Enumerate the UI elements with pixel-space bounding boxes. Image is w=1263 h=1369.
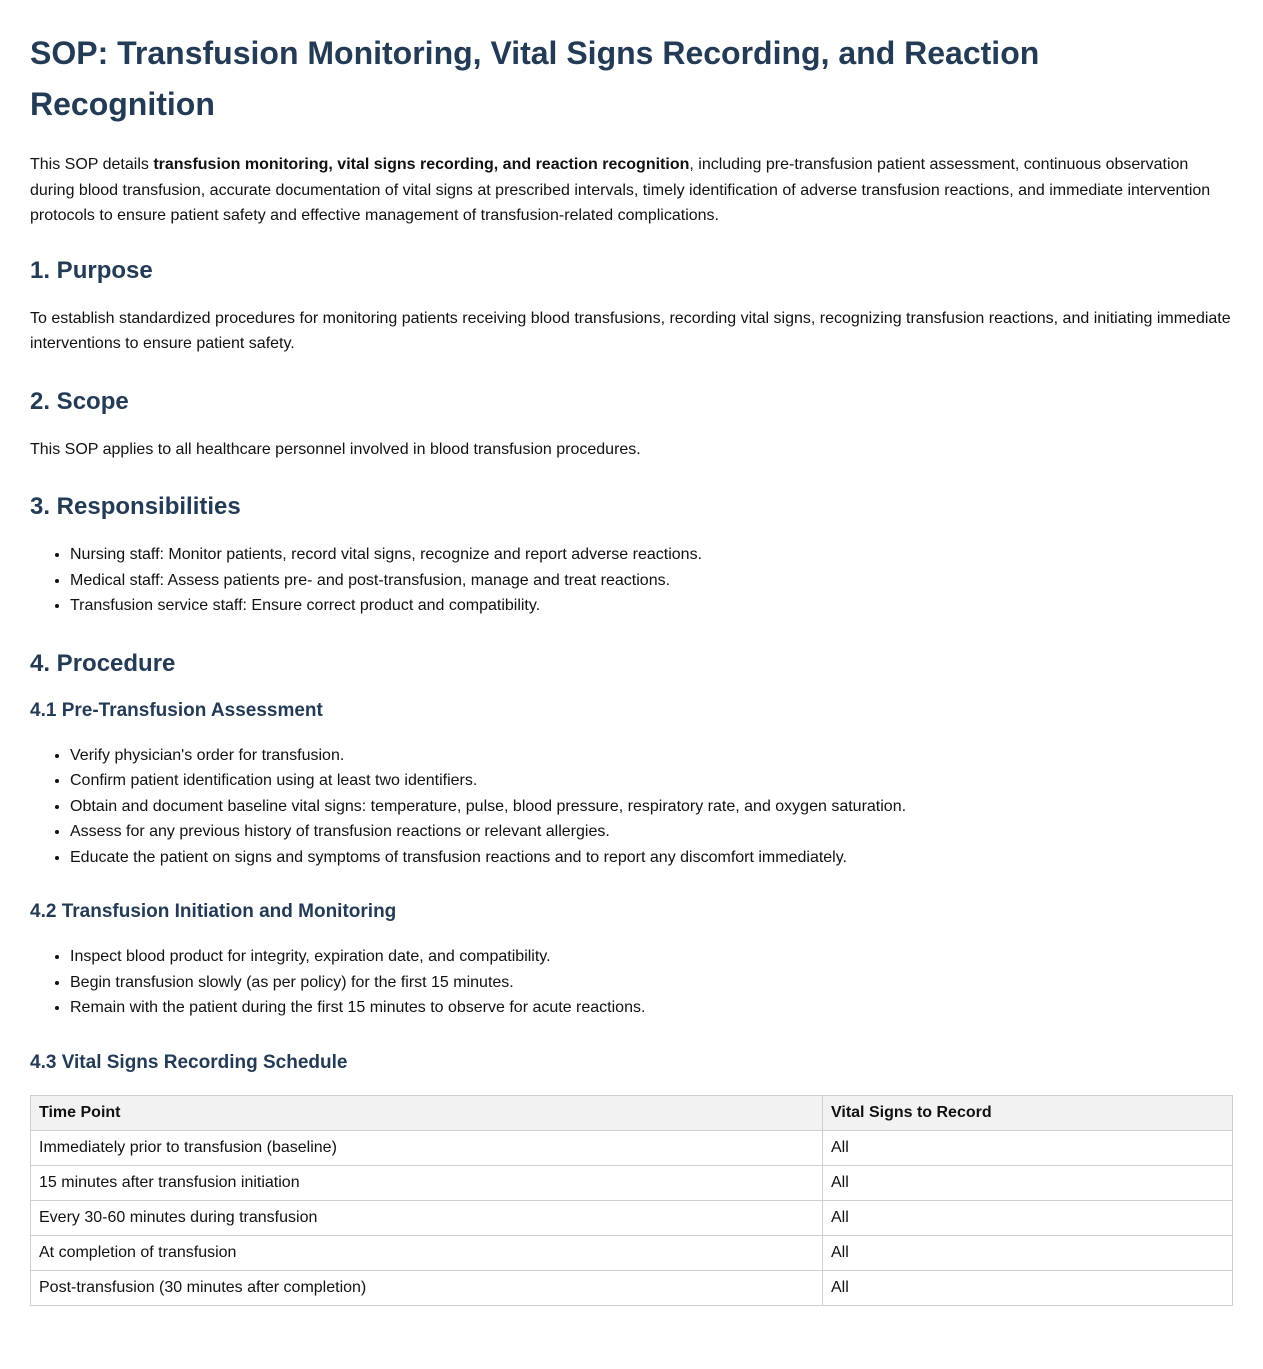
list-item: • Inspect blood product for integrity, expiration date, and compatibility.	[70, 944, 1233, 970]
scope-heading: 2. Scope	[30, 387, 129, 415]
scope-text: This SOP applies to all healthcare personnel involved in blood transfusion procedures.	[30, 440, 641, 458]
purpose-text: To establish standardized procedures for monitoring patients receiving blood transfusions, recording vital signs, recognizing transfusion reactions, and initiating immediate interventions to ensure patient safety.	[30, 309, 1231, 352]
table-row	[31, 1130, 1233, 1165]
list-item: • Transfusion service staff: Ensure correct product and compatibility.	[70, 593, 1233, 619]
initiation-heading: 4.2 Transfusion Initiation and Monitoring	[30, 901, 397, 922]
procedure-heading: 4. Procedure	[30, 649, 176, 677]
intro-bold: transfusion monitoring, vital signs recording, and reaction recognition	[153, 156, 690, 173]
table-cell: Immediately prior to transfusion (baseline)	[31, 1130, 823, 1165]
table-cell: All	[823, 1270, 1233, 1305]
table-row	[31, 1165, 1233, 1200]
list-item: • Educate the patient on signs and symptoms of transfusion reactions and to report any discomfort immediately.	[70, 845, 1233, 871]
table-cell: At completion of transfusion	[31, 1235, 823, 1270]
list-item: • Remain with the patient during the first 15 minutes to observe for acute reactions.	[70, 995, 1233, 1021]
table-cell: All	[823, 1130, 1233, 1165]
list-item: • Medical staff: Assess patients pre- and post-transfusion, manage and treat reactions.	[70, 568, 1233, 594]
initiation-list	[30, 944, 1233, 1021]
pre-transfusion-heading: 4.1 Pre-Transfusion Assessment	[30, 699, 323, 721]
responsibilities-heading: 3. Responsibilities	[30, 493, 241, 520]
table-cell: Every 30-60 minutes during transfusion	[31, 1200, 823, 1235]
list-item: • Verify physician's order for transfusion.	[70, 743, 1233, 769]
list-item: • Obtain and document baseline vital signs: temperature, pulse, blood pressure, respiratory rate, and oxygen saturation.	[70, 794, 1233, 820]
column-header-time-point: Time Point	[31, 1095, 823, 1130]
intro-paragraph	[30, 152, 1233, 229]
intro-suffix: , including pre-transfusion patient assessment, continuous observation during blood transfusion, accurate documentation of vital signs at prescribed intervals, timely identification of adverse transfusion reactions, and immediate intervention protocols to ensure patient safety and effective management of transfusion-related complications.	[30, 156, 1211, 224]
table-row	[31, 1270, 1233, 1305]
table-cell: 15 minutes after transfusion initiation	[31, 1165, 823, 1200]
list-item: • Begin transfusion slowly (as per policy) for the first 15 minutes.	[70, 970, 1233, 996]
table-row	[31, 1200, 1233, 1235]
table-cell: Post-transfusion (30 minutes after completion)	[31, 1270, 823, 1305]
table-cell: All	[823, 1235, 1233, 1270]
list-item: • Assess for any previous history of transfusion reactions or relevant allergies.	[70, 819, 1233, 845]
table-row	[31, 1235, 1233, 1270]
column-header-vital-signs: Vital Signs to Record	[823, 1095, 1233, 1130]
vital-signs-schedule-table	[30, 1095, 1233, 1306]
intro-prefix: This SOP details	[30, 156, 154, 173]
purpose-heading: 1. Purpose	[30, 256, 153, 284]
table-cell: All	[823, 1165, 1233, 1200]
table-header-row	[31, 1095, 1233, 1130]
responsibilities-list	[30, 542, 1233, 619]
pre-transfusion-list	[30, 743, 1233, 871]
schedule-heading: 4.3 Vital Signs Recording Schedule	[30, 1051, 348, 1073]
table-cell: All	[823, 1200, 1233, 1235]
page-title: SOP: Transfusion Monitoring, Vital Signs Recording, and Reaction Recognition	[30, 35, 1040, 122]
list-item: • Nursing staff: Monitor patients, record vital signs, recognize and report adverse reactions.	[70, 542, 1233, 568]
list-item: • Confirm patient identification using at least two identifiers.	[70, 768, 1233, 794]
